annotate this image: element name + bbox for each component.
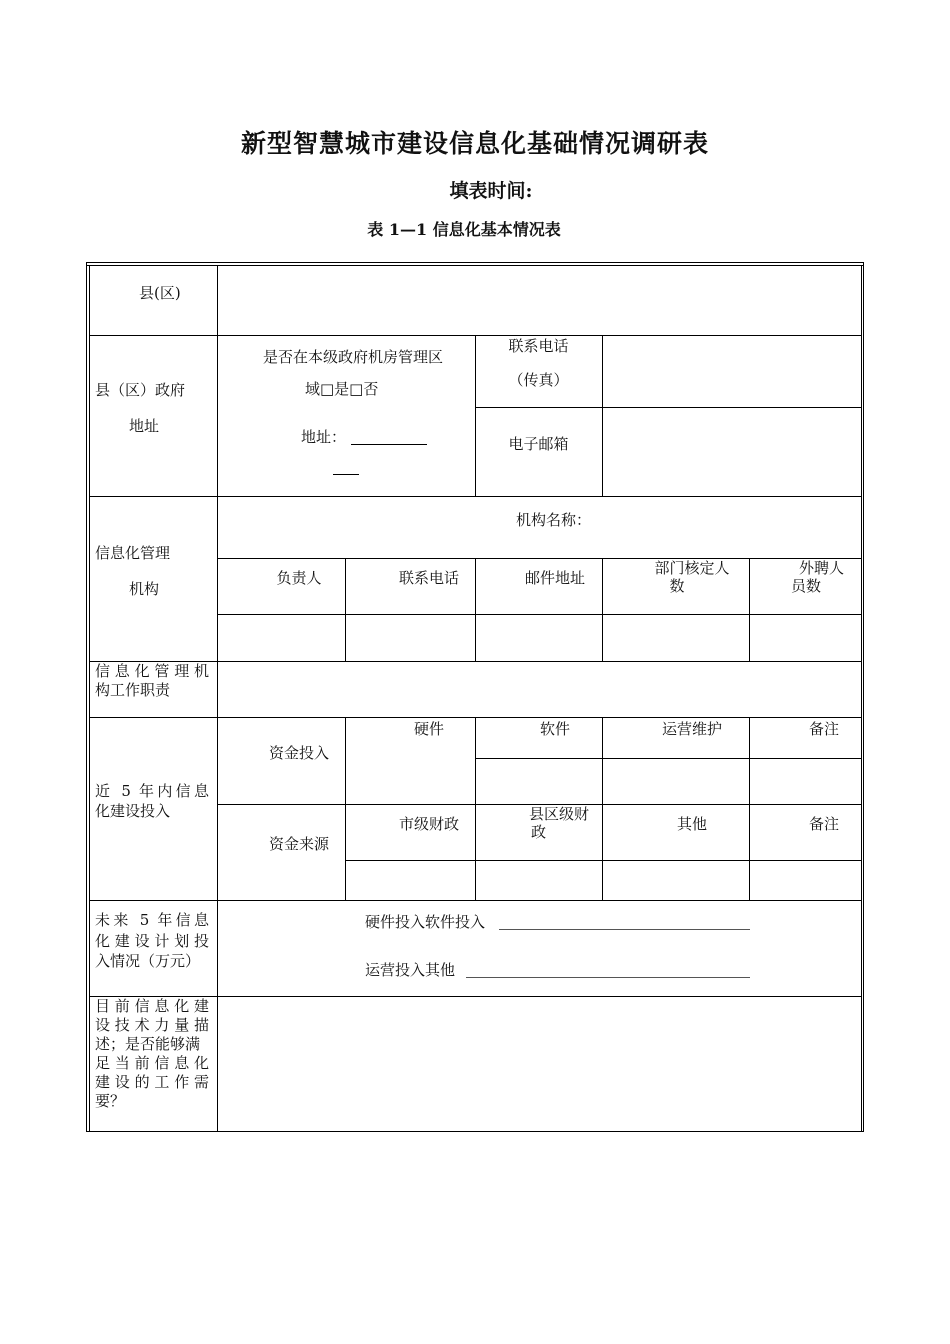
future-ops-other-label: 运营投入其他 (365, 961, 456, 979)
address-label: 地址： (301, 428, 347, 446)
mail-address-header: 邮件地址 (524, 569, 585, 587)
gov-address-label-line1: 县（区）政府 (95, 381, 186, 399)
address-blank-line[interactable] (351, 444, 427, 445)
document-title: 新型智慧城市建设信息化基础情况调研表 (240, 129, 709, 158)
future-hw-sw-blank[interactable] (499, 929, 750, 930)
approved-staff-header-line1: 部门核定人 (654, 559, 730, 577)
survey-table (86, 262, 864, 1132)
tech-label-line3: 述；是否能够满 (95, 1035, 201, 1053)
future-label-line3: 入情况（万元） (95, 952, 201, 970)
tech-label-line5: 建设的工作需 (95, 1073, 209, 1091)
invest5-label-line1: 近 5 年内信息 (95, 782, 209, 800)
mgmt-org-label-line2: 机构 (129, 580, 160, 598)
tech-label-line6: 要？ (95, 1092, 126, 1110)
county-finance-header-line1: 县区级财 (528, 805, 589, 823)
invest5-label-line2: 化建设投入 (95, 802, 171, 820)
county-label: 县(区) (139, 284, 181, 302)
server-room-question-line1: 是否在本级政府机房管理区 (263, 348, 444, 366)
external-staff-header-line2: 员数 (791, 577, 822, 595)
hardware-header: 硬件 (413, 720, 444, 738)
external-staff-header-line1: 外聘人 (799, 559, 845, 577)
email-label: 电子邮箱 (508, 435, 569, 453)
software-header: 软件 (539, 720, 570, 738)
org-duties-label-line2: 构工作职责 (95, 681, 171, 699)
approved-staff-header-line2: 数 (669, 577, 685, 595)
tech-label-line4: 足当前信息化 (95, 1054, 209, 1072)
tech-label-line1: 目前信息化建 (95, 997, 209, 1015)
contact-phone-label-line2: （传真） (508, 371, 569, 389)
org-phone-header: 联系电话 (398, 569, 459, 587)
org-name-label: 机构名称： (516, 511, 592, 529)
address-blank-line-2[interactable] (333, 474, 359, 475)
city-finance-header: 市级财政 (398, 815, 459, 833)
fund-input-label: 资金投入 (268, 744, 329, 762)
mgmt-org-label-line1: 信息化管理 (95, 544, 171, 562)
contact-phone-label-line1: 联系电话 (508, 337, 569, 355)
source-remarks-header: 备注 (808, 815, 839, 833)
fund-source-label: 资金来源 (268, 835, 329, 853)
future-label-line2: 化建设计划投 (95, 932, 209, 950)
table-caption: 表 1—1 信息化基本情况表 (367, 220, 561, 239)
remarks-header: 备注 (808, 720, 839, 738)
tech-label-line2: 设技术力量描 (95, 1016, 209, 1034)
future-label-line1: 未来 5 年信息 (95, 911, 209, 929)
county-finance-header-line2: 政 (530, 823, 546, 841)
other-header: 其他 (676, 815, 707, 833)
operation-header: 运营维护 (661, 720, 722, 738)
org-duties-label-line1: 信息化管理机 (95, 662, 209, 680)
leader-header: 负责人 (276, 569, 322, 587)
future-ops-other-blank[interactable] (466, 977, 750, 978)
gov-address-label-line2: 地址 (129, 417, 160, 435)
fill-time-label: 填表时间: (449, 180, 533, 202)
future-hw-sw-label: 硬件投入软件投入 (365, 913, 486, 931)
server-room-question-line2: 域□是□否 (305, 380, 379, 398)
